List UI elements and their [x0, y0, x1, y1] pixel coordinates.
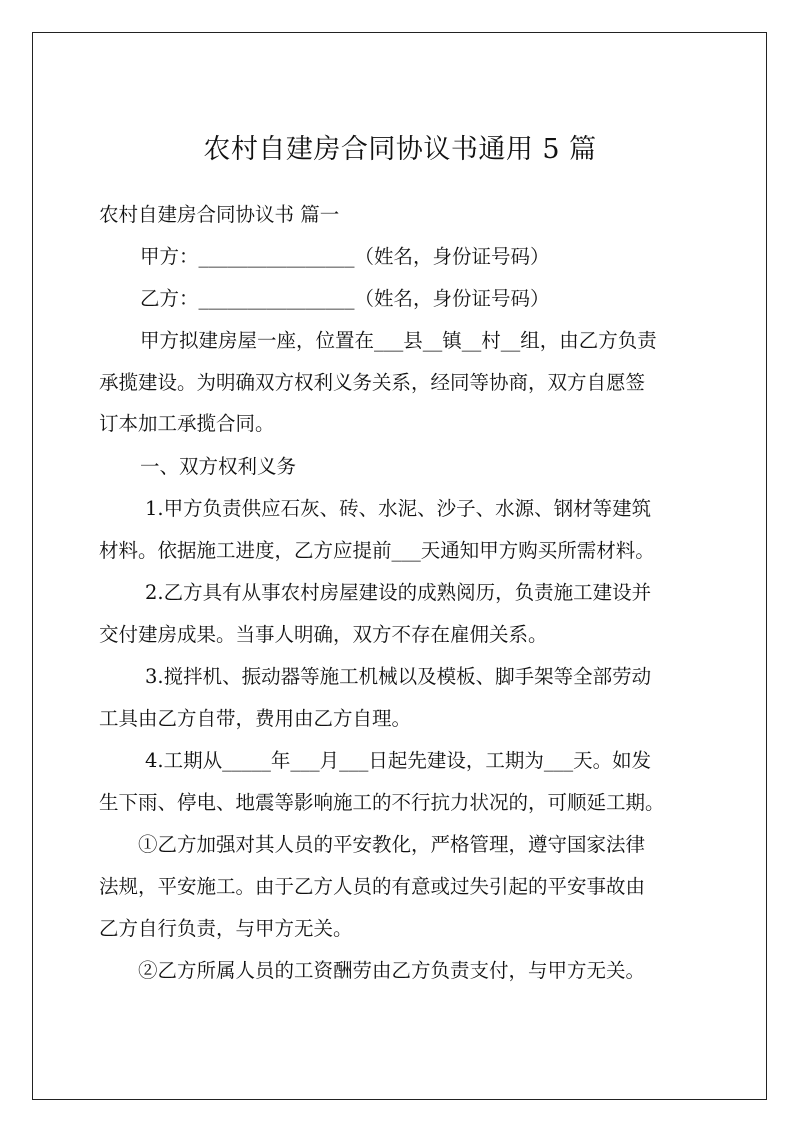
- paragraph-line: 甲方拟建房屋一座，位置在___县__镇__村__组，由乙方负责: [140, 329, 657, 352]
- section-heading-part-one: 农村自建房合同协议书 篇一: [99, 203, 340, 226]
- paragraph-line: ①乙方加强对其人员的平安教化，严格管理，遵守国家法律: [138, 833, 646, 856]
- paragraph-line: 3.搅拌机、振动器等施工机械以及模板、脚手架等全部劳动: [145, 665, 652, 688]
- paragraph-line: 生下雨、停电、地震等影响施工的不行抗力状况的，可顺延工期。: [99, 791, 665, 814]
- paragraph-line: ②乙方所属人员的工资酬劳由乙方负责支付，与甲方无关。: [138, 959, 646, 982]
- party-a-line: 甲方：________________（姓名，身份证号码）: [140, 245, 550, 268]
- paragraph-line: 2.乙方具有从事农村房屋建设的成熟阅历，负责施工建设并: [145, 581, 652, 604]
- paragraph-line: 交付建房成果。当事人明确，双方不存在雇佣关系。: [99, 623, 548, 646]
- paragraph-line: 法规，平安施工。由于乙方人员的有意或过失引起的平安事故由: [99, 875, 646, 898]
- paragraph-line: 材料。依据施工进度，乙方应提前___天通知甲方购买所需材料。: [99, 539, 655, 562]
- document-title: 农村自建房合同协议书通用 5 篇: [203, 134, 597, 165]
- paragraph-line: 4.工期从_____年___月___日起先建设，工期为___天。如发: [145, 749, 652, 772]
- paragraph-line: 乙方自行负责，与甲方无关。: [99, 917, 353, 940]
- paragraph-line: 承揽建设。为明确双方权利义务关系，经同等协商，双方自愿签: [99, 371, 646, 394]
- paragraph-line: 订本加工承揽合同。: [99, 412, 275, 435]
- party-b-line: 乙方：________________（姓名，身份证号码）: [140, 287, 550, 310]
- paragraph-line: 工具由乙方自带，费用由乙方自理。: [99, 707, 412, 730]
- paragraph-line: 1.甲方负责供应石灰、砖、水泥、沙子、水源、钢材等建筑: [145, 497, 652, 520]
- clause-heading-rights-obligations: 一、双方权利义务: [140, 455, 297, 478]
